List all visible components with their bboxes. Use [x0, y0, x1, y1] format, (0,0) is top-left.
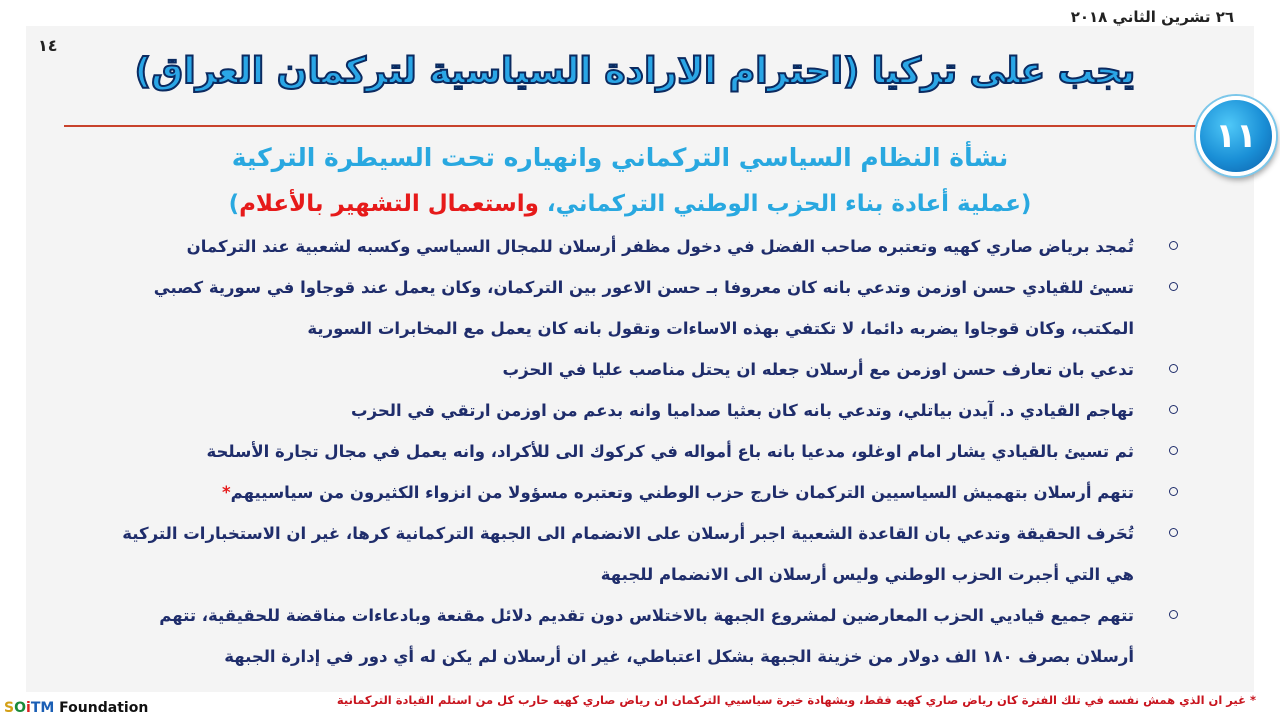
list-item: [110, 513, 1170, 595]
badge-number: ١١: [1215, 116, 1257, 156]
page-number: ١٤: [38, 36, 58, 55]
bullet-circle-icon: [1169, 364, 1178, 373]
bullet-circle-icon: [1169, 241, 1178, 250]
list-item: [110, 431, 1170, 472]
list-item-text: تدعي بان تعارف حسن اوزمن مع أرسلان جعله ان يحتل مناصب عليا في الحزب: [502, 360, 1134, 379]
bullet-circle-icon: [1169, 487, 1178, 496]
bullet-list: [110, 226, 1170, 677]
bullet-circle-icon: [1169, 282, 1178, 291]
logo-letter-s: S: [4, 700, 15, 716]
list-item-text: تُحَرف الحقيقة وتدعي بان القاعدة الشعبية اجبر أرسلان على الانضمام الى الجبهة التركمانية كرها، غير ان الاستخبارات التركية هي التي أجبرت الحزب الوطني وليس أرسلان الى الانضمام للجبهة: [122, 524, 1134, 584]
section-subtitle-secondary: [140, 184, 1120, 224]
bullet-circle-icon: [1169, 528, 1178, 537]
slide-number-badge: [1196, 96, 1276, 176]
logo-word-foundation: Foundation: [54, 700, 149, 716]
list-item-text: تُمجد برياض صاري كهيه وتعتبره صاحب الفضل في دخول مظفر أرسلان للمجال السياسي وكسبه لشعبية عند التركمان: [186, 237, 1134, 256]
list-item-text: تهاجم القيادي د. آيدن بياتلي، وتدعي بانه كان بعثيا صداميا وانه بدعم من اوزمن ارتقي في الحزب: [351, 401, 1134, 420]
foundation-logo: [4, 700, 148, 716]
list-item: [110, 349, 1170, 390]
footnote-star-mark: *: [222, 483, 231, 502]
subtitle-blue-part: (عملية أعادة بناء الحزب الوطني التركماني،: [538, 191, 1032, 217]
list-item-text: تتهم أرسلان بتهميش السياسيين التركمان خارج حزب الوطني وتعتبره مسؤولا من انزواء الكثيرون من سياسييهم: [230, 483, 1134, 502]
bullet-circle-icon: [1169, 446, 1178, 455]
list-item: [110, 472, 1170, 513]
list-item-text: تسيئ للقيادي حسن اوزمن وتدعي بانه كان معروفا بـ حسن الاعور بين التركمان، وكان يعمل عند قوجاوا في سورية كصبي المكتب، وكان قوجاوا يضربه دائما، لا تكتفي بهذه الاساءات وتقول بانه كان يعمل مع المخابرات السورية: [153, 278, 1134, 338]
logo-letter-t: T: [30, 700, 41, 716]
bullet-circle-icon: [1169, 610, 1178, 619]
list-item: [110, 226, 1170, 267]
subtitle-close-paren: ): [228, 191, 240, 217]
subtitle-red-part: واستعمال التشهير بالأعلام: [239, 191, 539, 217]
list-item: [110, 267, 1170, 349]
list-item-text: تتهم جميع قياديي الحزب المعارضين لمشروع الجبهة بالاختلاس دون تقديم دلائل مقنعة وبادعاءات مناقضة للحقيقية، تتهم أرسلان بصرف ١٨٠ الف دولار من خزينة الجبهة بشكل اعتباطي، غير ان أرسلان لم يكن له أي دور في إدارة الجبهة: [159, 606, 1134, 666]
page-title: يجب على تركيا (احترام الارادة السياسية لتركمان العراق): [134, 51, 1136, 92]
date-label: ٢٦ تشرين الثاني ٢٠١٨: [1070, 8, 1234, 26]
logo-letter-i: i: [26, 700, 31, 716]
list-item: [110, 390, 1170, 431]
logo-letter-m: M: [40, 700, 55, 716]
title-divider: [64, 125, 1224, 127]
list-item-text: ثم تسيئ بالقيادي يشار امام اوغلو، مدعيا بانه باع أمواله في كركوك الى للأكراد، وانه يعمل في مجال تجارة الأسلحة: [206, 442, 1134, 461]
logo-letter-o: O: [14, 700, 26, 716]
section-subtitle: نشأة النظام السياسي التركماني وانهياره تحت السيطرة التركية: [231, 143, 1009, 172]
footnote: * غير ان الذي همش نفسه في تلك الفترة كان رياض صاري كهيه فقط، وبشهادة خيرة سياسيي التركمان ان رياض صاري كهيه حارب كل من استلم القيادة التركمانية: [336, 693, 1256, 707]
bullet-circle-icon: [1169, 405, 1178, 414]
list-item: [110, 595, 1170, 677]
